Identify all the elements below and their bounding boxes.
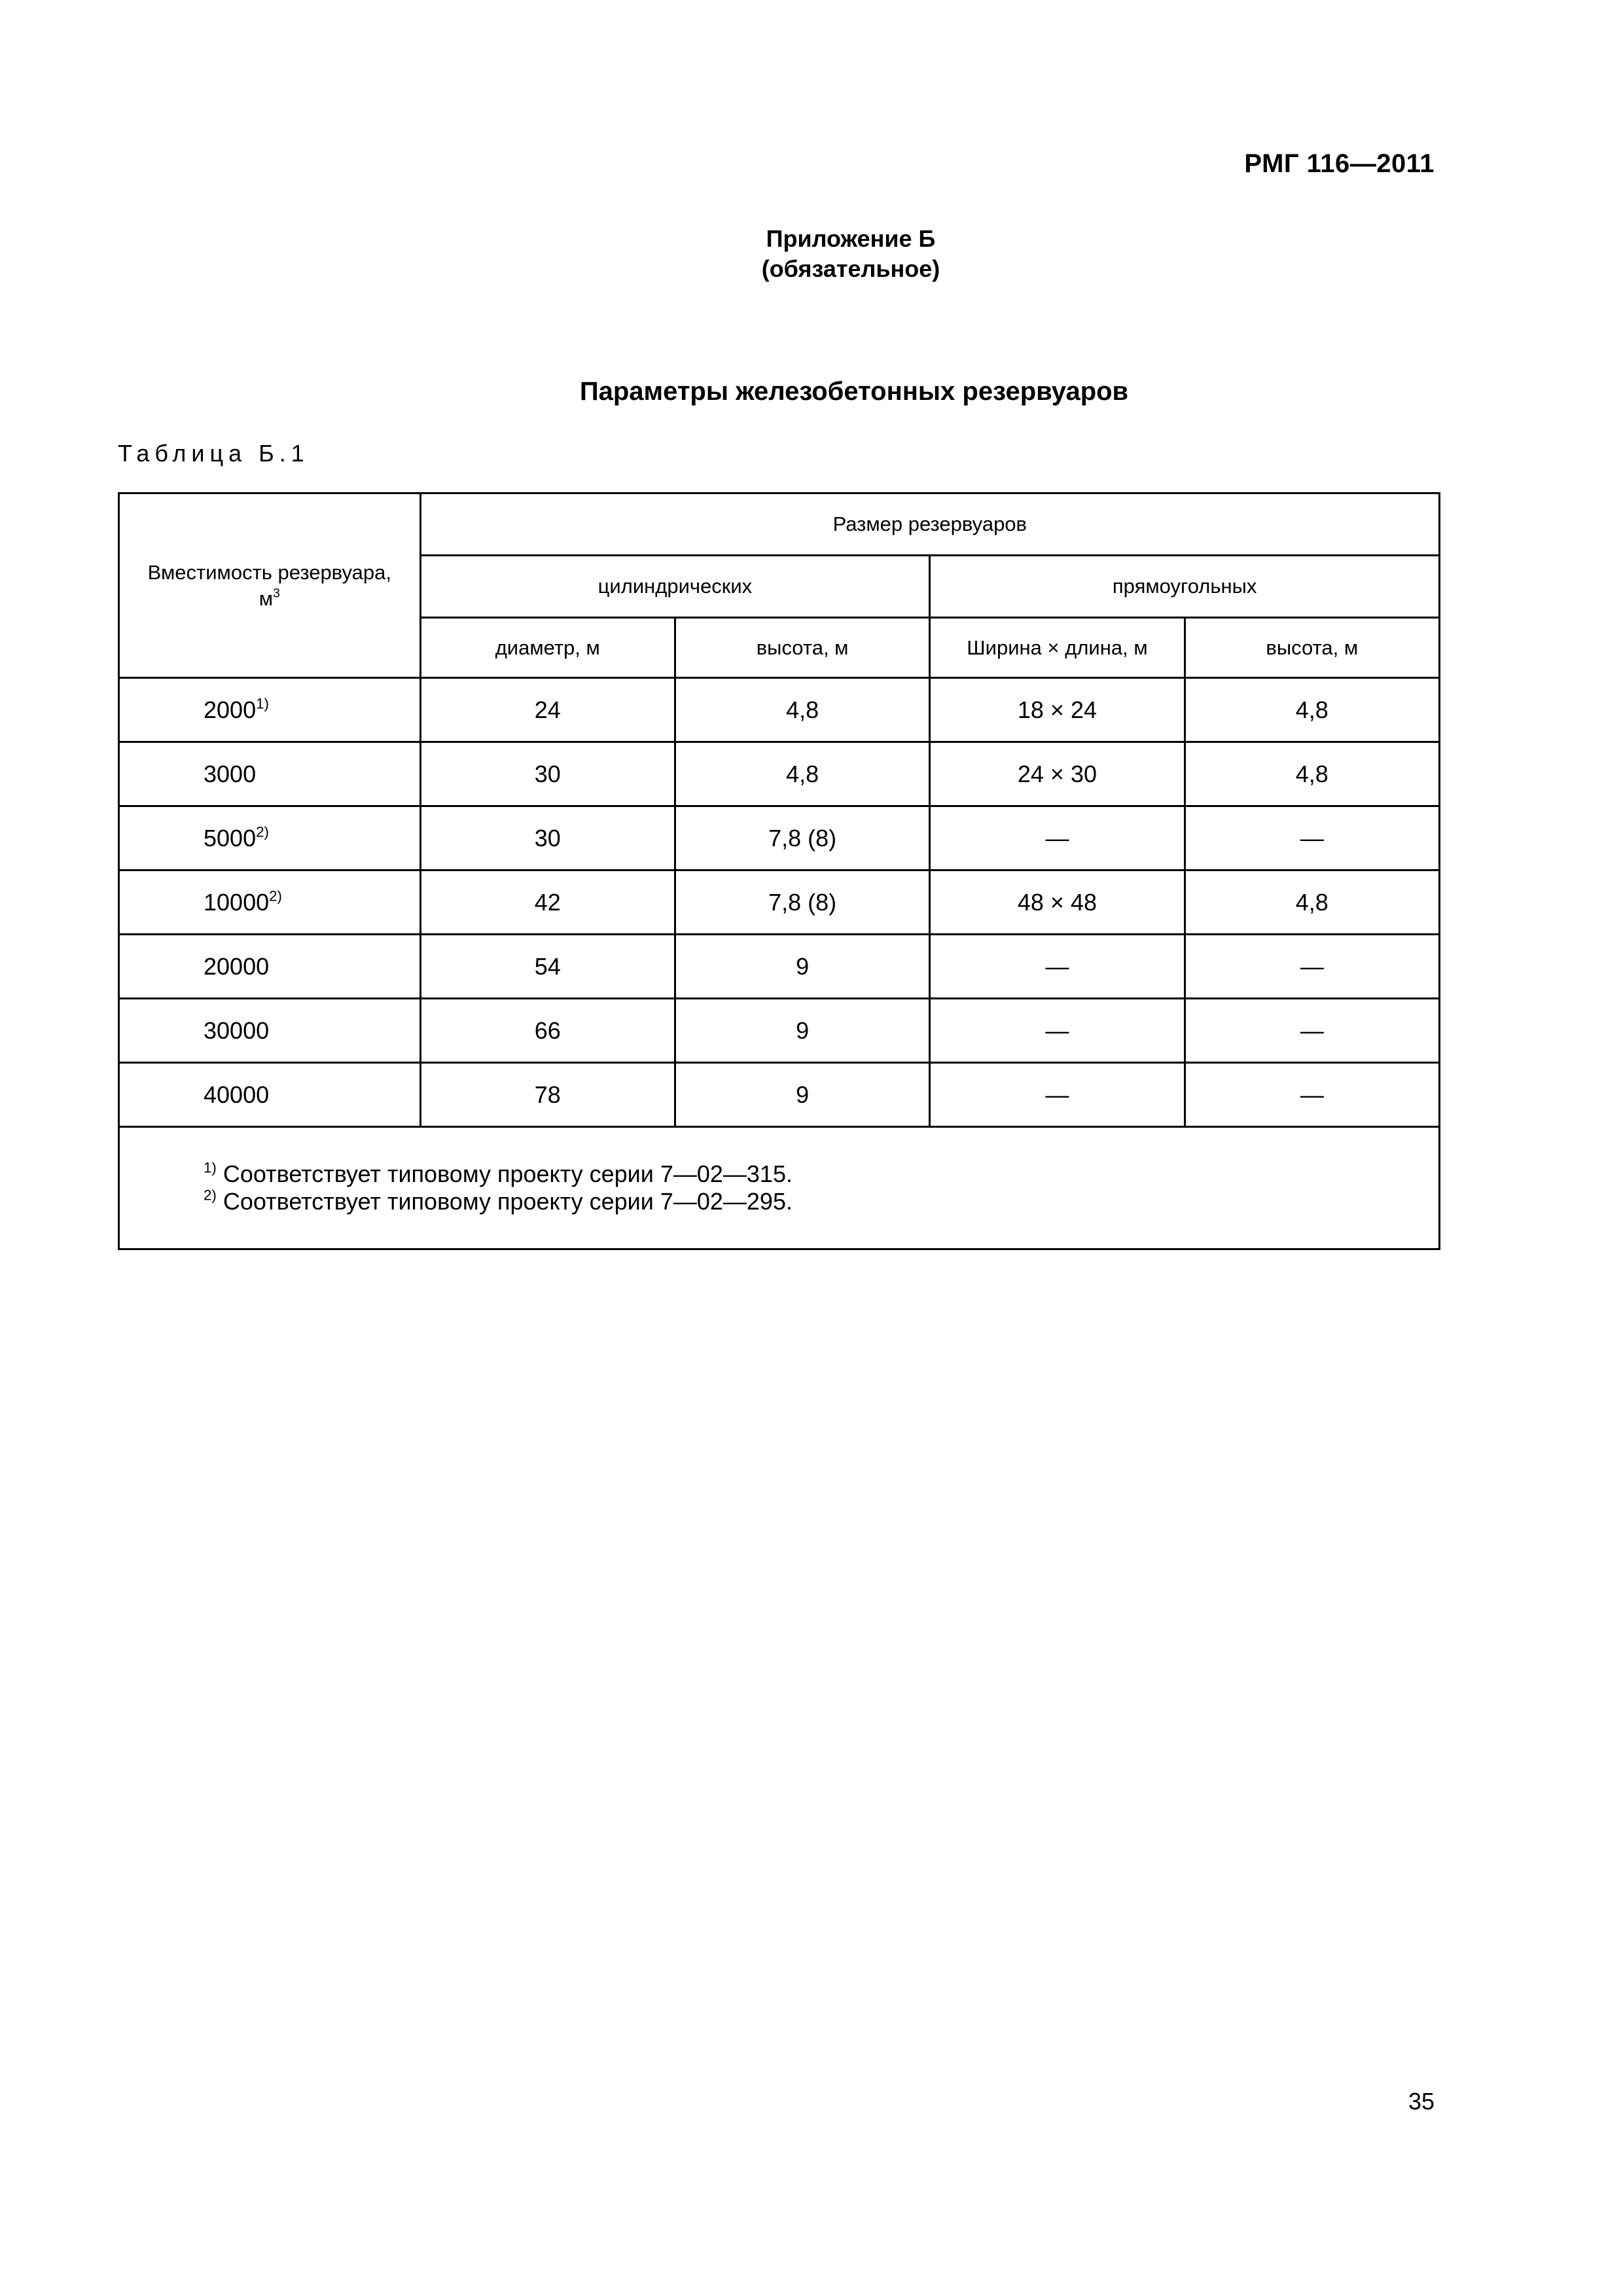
page-title: Параметры железобетонных резервуаров	[579, 377, 1129, 406]
cell-height-rect: —	[1185, 1063, 1439, 1127]
cell-height-rect: 4,8	[1185, 870, 1439, 935]
header-cylindrical: цилиндрических	[420, 556, 930, 618]
cell-capacity: 30000	[119, 999, 421, 1063]
footnotes-row	[119, 1127, 1440, 1249]
footnote-text: Соответствует типовому проекту серии 7—02—315.	[223, 1160, 793, 1187]
cell-diameter: 30	[420, 806, 675, 870]
footnote-ref: 2)	[256, 823, 269, 840]
table-row	[119, 999, 1440, 1063]
header-height-cyl: высота, м	[675, 618, 929, 678]
cell-width-length: 18 × 24	[930, 678, 1185, 742]
header-rectangular: прямоугольных	[930, 556, 1440, 618]
appendix-status: (обязательное)	[761, 255, 940, 282]
appendix-title: Приложение Б	[766, 225, 936, 252]
reservoir-table	[118, 492, 1440, 1250]
table-row	[119, 678, 1440, 742]
cell-capacity: 5000$^{2)}$	[119, 806, 421, 870]
header-height-rect: высота, м	[1185, 618, 1439, 678]
cell-diameter: 66	[420, 999, 675, 1063]
page-number: 35	[1408, 2088, 1435, 2115]
table-row	[119, 870, 1440, 935]
footnote	[204, 1160, 1438, 1188]
table-row	[119, 935, 1440, 999]
table-label: Таблица Б.1	[118, 440, 310, 467]
cell-height-cyl: 4,8	[675, 742, 929, 806]
cell-height-cyl: 9	[675, 935, 929, 999]
cell-width-length: —	[930, 1063, 1185, 1127]
cell-width-length: —	[930, 806, 1185, 870]
header-row-1	[119, 493, 1440, 556]
header-diameter: диаметр, м	[420, 618, 675, 678]
cell-diameter: 42	[420, 870, 675, 935]
cell-height-rect: —	[1185, 999, 1439, 1063]
header-capacity	[119, 493, 421, 678]
footnote	[204, 1188, 1438, 1215]
cell-capacity: 40000	[119, 1063, 421, 1127]
cell-diameter: 30	[420, 742, 675, 806]
cell-capacity: 10000$^{2)}$	[119, 870, 421, 935]
cell-height-rect: 4,8	[1185, 678, 1439, 742]
footnote-ref: 1)	[256, 695, 269, 711]
cell-height-rect: —	[1185, 806, 1439, 870]
cell-capacity: 2000$^{1)}$	[119, 678, 421, 742]
cell-diameter: 54	[420, 935, 675, 999]
cell-diameter: 24	[420, 678, 675, 742]
appendix-heading	[0, 224, 1623, 284]
cell-diameter: 78	[420, 1063, 675, 1127]
cell-height-rect: 4,8	[1185, 742, 1439, 806]
header-capacity-unit-sup: 3	[273, 586, 280, 601]
table-row	[119, 1063, 1440, 1127]
header-capacity-label: Вместимость резервуара,	[147, 560, 391, 584]
cell-capacity: 3000	[119, 742, 421, 806]
header-size-group: Размер резервуаров	[420, 493, 1439, 556]
header-capacity-unit: м	[259, 586, 274, 610]
cell-height-cyl: 9	[675, 999, 929, 1063]
cell-width-length: —	[930, 999, 1185, 1063]
cell-width-length: 24 × 30	[930, 742, 1185, 806]
footnote-text: Соответствует типовому проекту серии 7—02—295.	[223, 1188, 793, 1215]
cell-height-cyl: 4,8	[675, 678, 929, 742]
cell-height-cyl: 9	[675, 1063, 929, 1127]
footnote-ref: 2)	[269, 888, 282, 904]
table-row	[119, 806, 1440, 870]
document-code: РМГ 116—2011	[1244, 149, 1435, 178]
cell-height-cyl: 7,8 (8)	[675, 806, 929, 870]
cell-width-length: —	[930, 935, 1185, 999]
cell-height-cyl: 7,8 (8)	[675, 870, 929, 935]
table-row	[119, 742, 1440, 806]
cell-capacity: 20000	[119, 935, 421, 999]
footnotes-cell	[119, 1127, 1440, 1249]
page-title-wrap	[0, 377, 1623, 406]
header-width-length: Ширина × длина, м	[930, 618, 1185, 678]
footnote-mark: 1)	[204, 1159, 217, 1176]
footnote-mark: 2)	[204, 1187, 217, 1204]
cell-width-length: 48 × 48	[930, 870, 1185, 935]
cell-height-rect: —	[1185, 935, 1439, 999]
